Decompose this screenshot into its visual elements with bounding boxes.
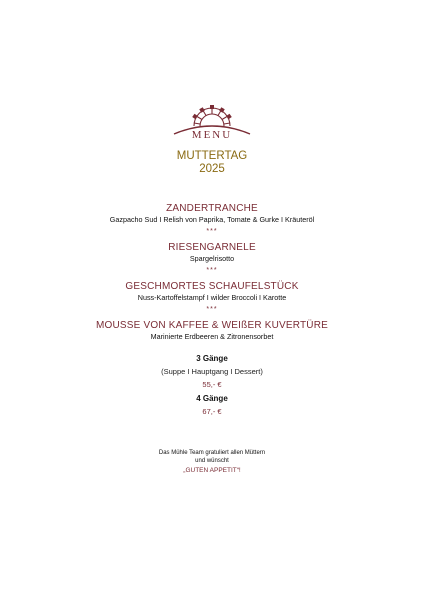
page-title: MUTTERTAG	[176, 150, 248, 162]
course-2-name: RIESENGARNELE	[168, 242, 256, 253]
separator-1: ***	[206, 228, 218, 235]
footer-line-1: Das Mühle Team gratuliert allen Müttern	[158, 450, 266, 456]
offer-2-label: 4 Gänge	[196, 394, 228, 403]
logo-wordmark: MENU	[191, 129, 233, 141]
course-4-description: Marinierte Erdbeeren & Zitronensorbet	[150, 332, 274, 341]
course-1-description: Gazpacho Sud I Relish von Paprika, Tomate & Gurke I Kräuteröl	[109, 215, 315, 224]
footer-line-2: und wünscht	[195, 458, 229, 464]
offer-2-price: 67,- €	[202, 407, 222, 416]
course-3-name: GESCHMORTES SCHAUFELSTÜCK	[125, 281, 299, 292]
separator-3: ***	[206, 306, 218, 313]
course-4-name: MOUSSE VON KAFFEE & WEIßER KUVERTÜRE	[95, 320, 329, 331]
course-3-description: Nuss-Kartoffelstampf I wilder Broccoli I Karotte	[137, 293, 287, 302]
offer-1-detail: (Suppe I Hauptgang I Dessert)	[161, 367, 263, 376]
page-subtitle-year: 2025	[199, 163, 225, 175]
footer-greeting: „GUTEN APPETIT“!	[183, 467, 241, 474]
course-1-name: ZANDERTRANCHE	[166, 203, 258, 214]
separator-2: ***	[206, 267, 218, 274]
offer-1-price: 55,- €	[202, 380, 222, 389]
offer-1-label: 3 Gänge	[196, 354, 228, 363]
course-2-description: Spargelrisotto	[189, 254, 235, 263]
